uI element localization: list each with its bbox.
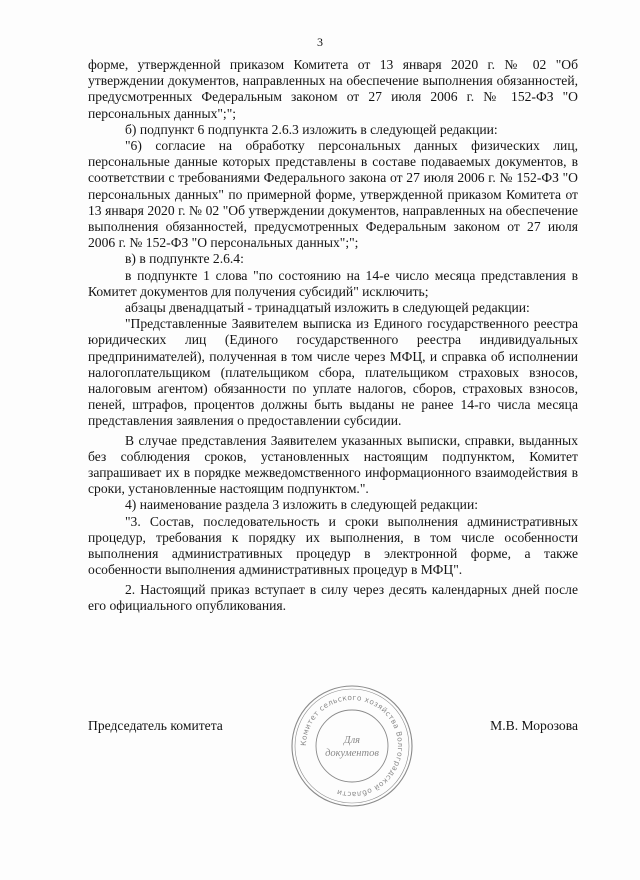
paragraph-abzats: абзацы двенадцатый - тринадцатый изложить в следующей редакции: — [125, 300, 530, 316]
paragraph-continuation: форме, утвержденной приказом Комитета от 13 января 2020 г. № 02 "Об утверждении документов, направленных на обеспечение выполнения обязанностей, предусмотренных Федеральным законом от 27 июля 2006 г. № 152-ФЗ "О персональных данных";"; — [88, 57, 578, 121]
signatory-name: М.В. Морозова — [490, 718, 578, 733]
paragraph-item-b: б) подпункт 6 подпункта 2.6.3 изложить в следующей редакции: — [125, 121, 498, 137]
stamp-center-line-1: Для — [343, 735, 361, 746]
paragraph-quote-6: "6) согласие на обработку персональных данных физических лиц, персональные данные которых представлены в составе подаваемых документов, в соответствии с требованиями Федерального закона от 27 июля 2006 г. № 152-ФЗ "О персональных данных" по примерной форме, утвержденной приказом Комитета от 13 января 2020 г. № 02 "Об утверждении документов, направленных на обеспечение выполнения обязанностей, предусмотренных Федеральным законом от 27 июля 2006 г. № 152-ФЗ "О персональных данных";"; — [88, 138, 578, 251]
paragraph-quote-section-3: "3. Состав, последовательность и сроки выполнения административных процедур, требования к порядку их выполнения, в том числе особенности выполнения административных процедур в электронной форме, а также особенности выполнения административных процедур в МФЦ". — [88, 513, 578, 578]
paragraph-subpoint-1: в подпункте 1 слова "по состоянию на 14-е число месяца представления в Комитет документов для получения субсидий" исключить; — [88, 267, 578, 299]
paragraph-case: В случае представления Заявителем указанных выписки, справки, выданных без соблюдения сроков, установленных настоящим подпунктом, Комитет запрашивает их в порядке межведомственного информационного взаимодействия в сроки, установленные настоящим подпунктом.". — [88, 432, 578, 497]
document-body — [88, 57, 578, 614]
paragraph-item-2: 2. Настоящий приказ вступает в силу через десять календарных дней после его официального опубликования. — [88, 581, 578, 613]
page-number: 3 — [317, 35, 323, 49]
stamp-center-line-2: документов — [325, 748, 379, 759]
stamp-ring-text: Комитет сельского хозяйства Волгоградской области — [298, 692, 406, 800]
official-stamp — [288, 682, 416, 810]
paragraph-item-v: в) в подпункте 2.6.4: — [125, 251, 244, 267]
paragraph-quote-vypiska: "Представленные Заявителем выписка из Единого государственного реестра юридических лиц (Единого государственного реестра индивидуальных предпринимателей), полученная в том числе через МФЦ, и справка об исполнении налогоплательщиком (плательщиком сбора, плательщиком страховых взносов, налоговым агентом) обязанности по уплате налогов, сборов, страховых взносов, пеней, штрафов, процентов должны быть выданы не ранее 14-го числа месяца представления заявления о предоставлении субсидии. — [88, 316, 578, 429]
paragraph-item-4: 4) наименование раздела 3 изложить в следующей редакции: — [125, 497, 479, 513]
signatory-title: Председатель комитета — [88, 718, 223, 733]
